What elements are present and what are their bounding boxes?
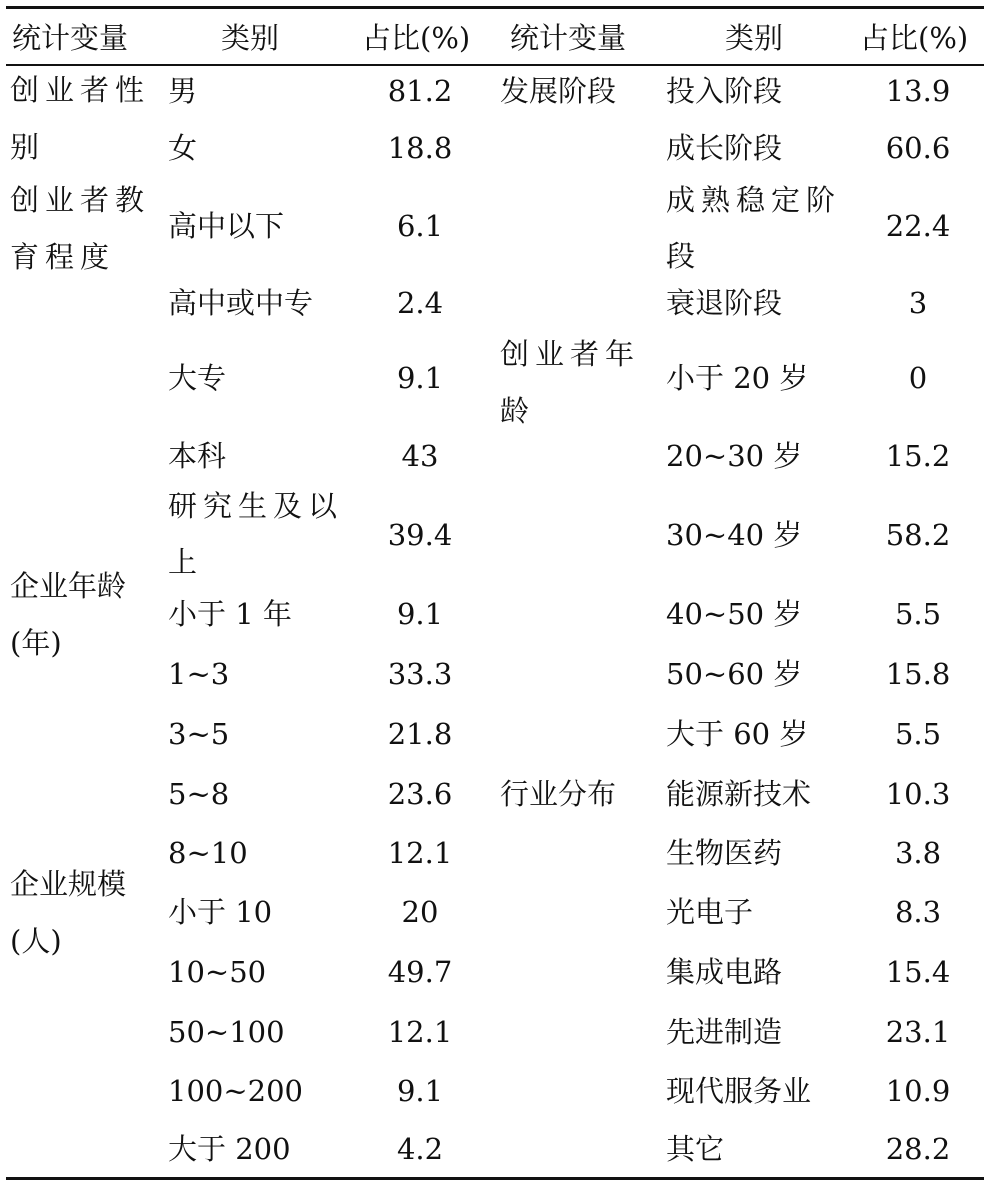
right-category-founder-age-3: 40~50 岁 <box>666 596 803 631</box>
table-top-rule <box>6 6 984 9</box>
left-percent-education-4: 39.4 <box>387 517 453 552</box>
variable-label-industry: 行业分布 <box>500 776 617 811</box>
variable-label-founder-age: 创业者年 龄 <box>500 337 641 428</box>
left-percent-firm-age-0: 9.1 <box>396 596 444 631</box>
right-percent-industry-2: 8.3 <box>894 894 942 929</box>
left-percent-firm-size-3: 9.1 <box>396 1073 444 1108</box>
left-category-firm-size-0: 小于 10 <box>168 894 273 929</box>
left-percent-firm-size-1: 49.7 <box>387 954 453 989</box>
variable-label-founder-education: 创业者教 育程度 <box>10 183 151 274</box>
right-percent-stage-3: 3 <box>908 285 928 320</box>
left-category-education-0: 高中以下 <box>168 208 285 243</box>
left-category-firm-size-4: 大于 200 <box>168 1131 291 1166</box>
header-left-category: 类别 <box>220 20 279 55</box>
left-category-education-4: 研究生及以 上 <box>168 489 344 579</box>
left-category-firm-age-2: 3~5 <box>168 716 230 751</box>
right-percent-founder-age-5: 5.5 <box>894 716 942 751</box>
left-category-education-1: 高中或中专 <box>168 285 314 320</box>
right-category-stage-3: 衰退阶段 <box>666 285 783 320</box>
right-percent-industry-3: 15.4 <box>885 954 951 989</box>
right-percent-founder-age-3: 5.5 <box>894 596 942 631</box>
right-percent-industry-5: 10.9 <box>885 1073 951 1108</box>
left-category-firm-size-2: 50~100 <box>168 1014 285 1049</box>
header-right-percent: 占比(%) <box>860 20 969 55</box>
left-category-firm-size-3: 100~200 <box>168 1073 304 1108</box>
right-category-industry-2: 光电子 <box>666 894 754 929</box>
left-percent-education-3: 43 <box>401 438 439 473</box>
header-right-variable: 统计变量 <box>510 20 627 55</box>
table-header-rule <box>6 64 984 66</box>
right-percent-founder-age-2: 58.2 <box>885 517 951 552</box>
right-category-founder-age-2: 30~40 岁 <box>666 517 803 552</box>
left-category-education-2: 大专 <box>168 360 227 395</box>
right-category-industry-5: 现代服务业 <box>666 1073 812 1108</box>
left-percent-firm-age-1: 33.3 <box>387 656 453 691</box>
right-percent-industry-4: 23.1 <box>885 1014 951 1049</box>
left-category-firm-age-3: 5~8 <box>168 776 230 811</box>
left-percent-firm-age-4: 12.1 <box>387 835 453 870</box>
header-left-percent: 占比(%) <box>362 20 471 55</box>
right-category-stage-1: 成长阶段 <box>666 130 783 165</box>
right-category-industry-4: 先进制造 <box>666 1014 783 1049</box>
right-category-founder-age-1: 20~30 岁 <box>666 438 803 473</box>
right-category-industry-3: 集成电路 <box>666 954 783 989</box>
left-percent-gender-1: 18.8 <box>387 130 453 165</box>
left-category-firm-age-4: 8~10 <box>168 835 248 870</box>
left-percent-education-0: 6.1 <box>396 208 444 243</box>
left-category-firm-age-0: 小于 1 年 <box>168 596 292 631</box>
right-category-founder-age-5: 大于 60 岁 <box>666 716 809 751</box>
right-percent-stage-1: 60.6 <box>885 130 951 165</box>
left-category-firm-size-1: 10~50 <box>168 954 267 989</box>
left-percent-firm-size-2: 12.1 <box>387 1014 453 1049</box>
header-right-category: 类别 <box>724 20 783 55</box>
header-left-variable: 统计变量 <box>12 20 129 55</box>
variable-label-founder-gender: 创业者性 别 <box>10 73 151 164</box>
left-percent-firm-age-2: 21.8 <box>387 716 453 751</box>
right-percent-stage-2: 22.4 <box>885 208 951 243</box>
right-category-stage-0: 投入阶段 <box>666 73 783 108</box>
variable-label-firm-age: 企业年龄 (年) <box>10 569 127 660</box>
left-percent-education-2: 9.1 <box>396 360 444 395</box>
left-percent-firm-size-4: 4.2 <box>396 1131 444 1166</box>
right-percent-founder-age-0: 0 <box>908 360 928 395</box>
left-category-gender-0: 男 <box>168 73 198 108</box>
right-percent-founder-age-4: 15.8 <box>885 656 951 691</box>
right-percent-industry-0: 10.3 <box>885 776 951 811</box>
left-category-gender-1: 女 <box>168 130 198 165</box>
right-percent-stage-0: 13.9 <box>885 73 951 108</box>
table-bottom-rule <box>6 1177 984 1180</box>
variable-label-firm-size: 企业规模 (人) <box>10 867 127 958</box>
left-category-firm-age-1: 1~3 <box>168 656 230 691</box>
left-category-education-3: 本科 <box>168 438 227 473</box>
right-category-industry-0: 能源新技术 <box>666 776 812 811</box>
right-percent-industry-6: 28.2 <box>885 1131 951 1166</box>
variable-label-development-stage: 发展阶段 <box>500 73 617 108</box>
left-percent-firm-size-0: 20 <box>401 894 439 929</box>
right-category-industry-1: 生物医药 <box>666 835 783 870</box>
right-category-industry-6: 其它 <box>666 1131 725 1166</box>
right-category-founder-age-4: 50~60 岁 <box>666 656 803 691</box>
right-category-founder-age-0: 小于 20 岁 <box>666 360 809 395</box>
left-percent-gender-0: 81.2 <box>387 73 453 108</box>
right-category-stage-2: 成熟稳定阶 段 <box>666 183 842 273</box>
right-percent-founder-age-1: 15.2 <box>885 438 951 473</box>
right-percent-industry-1: 3.8 <box>894 835 942 870</box>
left-percent-firm-age-3: 23.6 <box>387 776 453 811</box>
left-percent-education-1: 2.4 <box>396 285 444 320</box>
